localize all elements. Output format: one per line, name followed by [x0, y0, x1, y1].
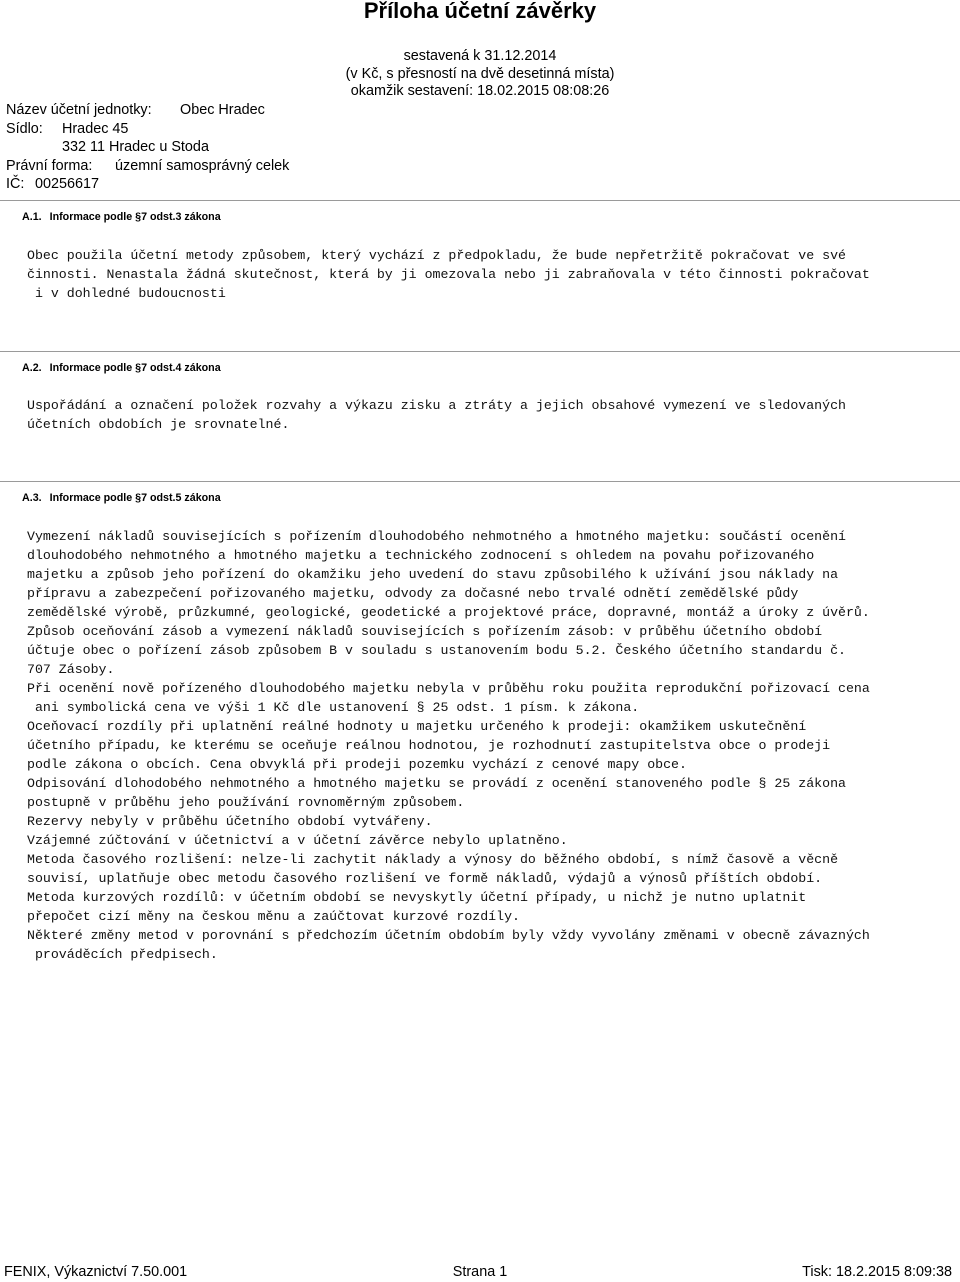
entity-seat-street: Hradec 45	[62, 120, 129, 137]
text-line: postupně v průběhu jeho používání rovnoměrným způsobem.	[27, 795, 465, 810]
text-line: podle zákona o obcích. Cena obvyklá při prodeji pozemku vychází z cenové mapy obce.	[27, 757, 687, 772]
section-body-a3	[27, 527, 947, 964]
section-title: Informace podle §7 odst.4 zákona	[49, 362, 221, 374]
entity-id-row	[6, 175, 526, 194]
text-line: účtuje obec o pořízení zásob způsobem B v souladu s ustanovením bodu 5.2. Českého účetního standardu č.	[27, 643, 846, 658]
text-line: Obec použila účetní metody způsobem, který vychází z předpokladu, že bude nepřetržitě pokračovat ve své	[27, 248, 846, 263]
text-line: účetního případu, ke kterému se oceňuje reálnou hodnotou, je rozhodnutí zastupitelstva obce o prodeji	[27, 738, 831, 753]
page-footer	[0, 1263, 960, 1281]
section-divider	[0, 200, 960, 201]
entity-legal-form-row	[6, 157, 526, 176]
footer-software: FENIX, Výkaznictví 7.50.001	[4, 1264, 188, 1280]
footer-print-time: Tisk: 18.2.2015 8:09:38	[802, 1264, 952, 1280]
footer-page-number: Strana 1	[452, 1264, 508, 1280]
section-body-a2	[27, 396, 947, 434]
compiled-date: sestavená k 31.12.2014	[403, 48, 557, 64]
report-meta	[0, 48, 960, 101]
text-line: Uspořádání a označení položek rozvahy a výkazu zisku a ztráty a jejich obsahové vymezení ve sledovaných	[27, 398, 846, 413]
text-line: ani symbolická cena ve výši 1 Kč dle ustanovení § 25 odst. 1 písm. k zákona.	[27, 700, 640, 715]
entity-name-label: Název účetní jednotky:	[6, 102, 152, 118]
section-heading-a3	[22, 492, 221, 505]
entity-seat-row-2	[6, 138, 526, 157]
entity-legal-form-label: Právní forma:	[6, 157, 93, 174]
text-line: i v dohledné budoucnosti	[27, 286, 226, 301]
entity-id-value: 00256617	[35, 176, 100, 192]
text-line: Vymezení nákladů souvisejících s pořízením dlouhodobého nehmotného a hmotného majetku: součástí ocenění	[27, 529, 846, 544]
section-divider	[0, 351, 960, 352]
text-line: Vzájemné zúčtování v účetnictví a v účetní závěrce nebylo uplatněno.	[27, 833, 568, 848]
text-line: činnosti. Nenastala žádná skutečnost, která by ji omezovala nebo ji zabraňovala v této činnosti pokračovat	[27, 267, 870, 282]
entity-seat-row	[6, 120, 526, 139]
section-code: A.3.	[22, 492, 42, 504]
text-line: přípravu a zabezpečení pořizovaného majetku, odvody za dočasné nebo trvalé odnětí zemědělské půdy	[27, 586, 799, 601]
section-title: Informace podle §7 odst.5 zákona	[49, 492, 221, 504]
text-line: Odpisování dlohodobého nehmotného a hmotného majetku se provádí z ocenění stanoveného podle § 25 zákona	[27, 776, 846, 791]
section-title: Informace podle §7 odst.3 zákona	[49, 211, 221, 223]
compiled-timestamp: okamžik sestavení: 18.02.2015 08:08:26	[350, 83, 610, 99]
units-note: (v Kč, s přesností na dvě desetinná místa)	[345, 65, 615, 82]
text-line: přepočet cizí měny na českou měnu a zaúčtovat kurzové rozdíly.	[27, 909, 520, 924]
entity-seat-label: Sídlo:	[6, 120, 43, 137]
section-heading-a1	[22, 211, 221, 224]
text-line: 707 Zásoby.	[27, 662, 115, 677]
section-body-a1	[27, 246, 947, 303]
text-line: Při ocenění nově pořízeného dlouhodobého majetku nebyla v průběhu roku použita reprodukční pořizovací cena	[27, 681, 870, 696]
text-line: Metoda časového rozlišení: nelze-li zachytit náklady a výnosy do běžného období, s nímž časově a věcně	[27, 852, 839, 867]
text-line: Rezervy nebyly v průběhu účetního období vytvářeny.	[27, 814, 433, 829]
text-line: souvisí, uplatňuje obec metodu časového rozlišení ve formě nákladů, výdajů a výnosů příštích období.	[27, 871, 823, 886]
section-heading-a2	[22, 362, 221, 375]
text-line: prováděcích předpisech.	[27, 947, 218, 962]
text-line: účetních obdobích je srovnatelné.	[27, 417, 290, 432]
section-code: A.2.	[22, 362, 42, 374]
text-line: Způsob oceňování zásob a vymezení nákladů souvisejících s pořízením zásob: v průběhu účetního období	[27, 624, 823, 639]
text-line: zemědělské výrobě, průzkumné, geologické, geodetické a projektové práce, dopravné, montáž a úroky z úvěrů.	[27, 605, 870, 620]
page-title: Příloha účetní závěrky	[363, 0, 597, 23]
entity-id-label: IČ:	[6, 176, 25, 192]
entity-name-row	[6, 101, 526, 120]
text-line: dlouhodobého nehmotného a hmotného majetku a technického zodnocení s ohledem na povahu pořizovaného	[27, 548, 815, 563]
text-line: majetku a způsob jeho pořízení do okamžiku jeho uvedení do stavu způsobilého k užívání jsou náklady na	[27, 567, 839, 582]
entity-info	[6, 101, 526, 194]
entity-seat-city: 332 11 Hradec u Stoda	[62, 139, 209, 155]
text-line: Oceňovací rozdíly při uplatnění reálné hodnoty u majetku určeného k prodeji: okamžikem uskutečnění	[27, 719, 807, 734]
section-code: A.1.	[22, 211, 42, 223]
text-line: Metoda kurzových rozdílů: v účetním období se nevyskytly účetní případy, u nichž je nutno uplatnit	[27, 890, 807, 905]
entity-legal-form-value: územní samosprávný celek	[115, 157, 290, 174]
entity-name-value: Obec Hradec	[180, 102, 265, 118]
section-divider	[0, 481, 960, 482]
text-line: Některé změny metod v porovnání s předchozím účetním obdobím byly vždy vyvolány změnami v obecně závazných	[27, 928, 870, 943]
